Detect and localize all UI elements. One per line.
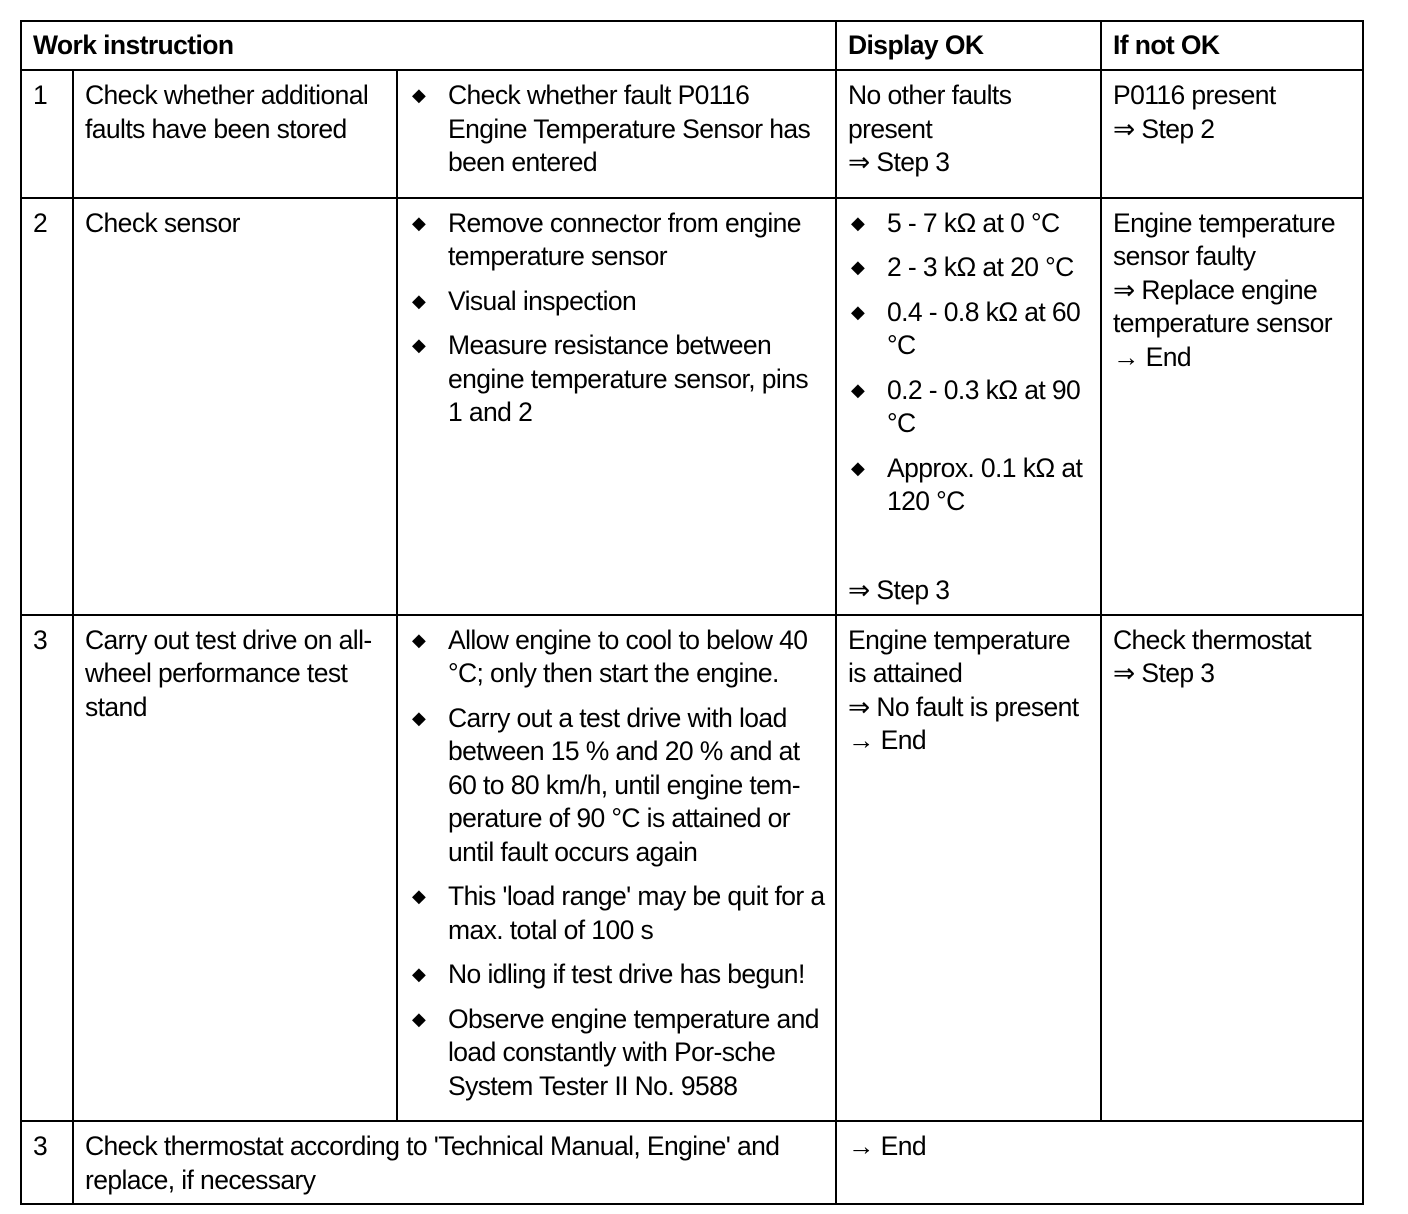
diamond-bullet-icon: ◆ (412, 212, 426, 233)
list-item (409, 1003, 825, 1104)
ok-next-step: ⇒ Step 3 (848, 575, 950, 605)
list-item (409, 207, 825, 274)
table-row (21, 615, 1363, 1122)
task-cell: Carry out test drive on all-wheel performance test stand (73, 615, 397, 1122)
procedure-text: Check whether fault P0116 Engine Temperature Sensor has been entered (448, 80, 811, 177)
ok-text: No other faults present (848, 80, 1012, 144)
ok-text: Engine temperature is attained (848, 624, 1070, 688)
diamond-bullet-icon: ◆ (851, 301, 865, 322)
list-item (409, 329, 825, 430)
not-ok-text: Engine temperature sensor faulty (1113, 207, 1335, 271)
task-cell: Check thermostat according to 'Technical Manual, Engine' and replace, if necessary (73, 1121, 836, 1204)
header-if-not-ok: If not OK (1101, 21, 1363, 70)
display-ok-cell (836, 615, 1101, 1122)
resistance-value: 5 - 7 kΩ at 0 °C (887, 207, 1060, 238)
procedure-cell (397, 70, 836, 198)
procedure-text: This 'load range' may be quit for a max. total of 100 s (448, 881, 825, 945)
procedure-text: Visual inspection (448, 285, 637, 316)
list-item (409, 958, 825, 992)
ok-next-step: → End (848, 725, 927, 755)
not-ok-next-step: ⇒ Step 3 (1113, 658, 1215, 688)
diamond-bullet-icon: ◆ (851, 379, 865, 400)
list-item (409, 702, 825, 870)
ok-next-step: → End (848, 1131, 927, 1161)
task-cell: Check whether additional faults have been stored (73, 70, 397, 198)
diamond-bullet-icon: ◆ (412, 629, 426, 650)
step-number: 3 (21, 1121, 73, 1204)
header-row (21, 21, 1363, 70)
not-ok-next-step: → End (1113, 341, 1192, 372)
ok-result: ⇒ No fault is present (848, 691, 1079, 722)
table-row (21, 70, 1363, 198)
step-number: 2 (21, 198, 73, 615)
not-ok-cell (1101, 615, 1363, 1122)
diamond-bullet-icon: ◆ (412, 1008, 426, 1029)
diamond-bullet-icon: ◆ (412, 886, 426, 906)
not-ok-text: P0116 present (1113, 80, 1276, 110)
list-item (848, 207, 1090, 241)
diamond-bullet-icon: ◆ (412, 335, 426, 355)
list-item (848, 296, 1090, 363)
diamond-bullet-icon: ◆ (412, 964, 426, 984)
procedure-text: Observe engine temperature and load constantly with Por-sche System Tester II No. 9588 (448, 1003, 819, 1101)
display-ok-cell (836, 1121, 1363, 1204)
work-instruction-table (20, 20, 1364, 1205)
list-item (409, 880, 825, 947)
list-item (409, 79, 825, 180)
not-ok-cell (1101, 70, 1363, 198)
diamond-bullet-icon: ◆ (851, 212, 865, 233)
procedure-text: Measure resistance between engine temperature sensor, pins 1 and 2 (448, 330, 808, 427)
table-row (21, 198, 1363, 615)
list-item (848, 374, 1090, 441)
page (20, 20, 1364, 1205)
not-ok-next-step: ⇒ Step 2 (1113, 113, 1215, 144)
step-number: 1 (21, 70, 73, 198)
step-number: 3 (21, 615, 73, 1122)
procedure-cell (397, 615, 836, 1122)
diamond-bullet-icon: ◆ (851, 457, 865, 478)
not-ok-cell (1101, 198, 1363, 615)
task-cell: Check sensor (73, 198, 397, 615)
display-ok-cell (836, 198, 1101, 615)
list-item (848, 251, 1090, 285)
not-ok-text: Check thermostat (1113, 624, 1312, 655)
procedure-text: No idling if test drive has begun! (448, 959, 805, 989)
ok-next-step: ⇒ Step 3 (848, 147, 950, 177)
diamond-bullet-icon: ◆ (851, 257, 865, 277)
procedure-cell (397, 198, 836, 615)
resistance-value: 2 - 3 kΩ at 20 °C (887, 252, 1074, 282)
resistance-value: 0.4 - 0.8 kΩ at 60 °C (887, 296, 1081, 360)
diamond-bullet-icon: ◆ (412, 290, 426, 311)
list-item (409, 624, 825, 691)
diamond-bullet-icon: ◆ (412, 707, 426, 728)
table-row (21, 1121, 1363, 1204)
not-ok-action: ⇒ Replace engine temperature sensor (1113, 274, 1332, 338)
header-display-ok: Display OK (836, 21, 1101, 70)
procedure-text: Allow engine to cool to below 40 °C; only then start the engine. (448, 624, 808, 688)
resistance-value: 0.2 - 0.3 kΩ at 90 °C (887, 374, 1081, 438)
resistance-value: Approx. 0.1 kΩ at 120 °C (887, 452, 1083, 516)
procedure-text: Remove connector from engine temperature sensor (448, 207, 801, 271)
list-item (409, 285, 825, 319)
diamond-bullet-icon: ◆ (412, 85, 426, 105)
procedure-text: Carry out a test drive with load between 15 % and 20 % and at 60 to 80 km/h, until engine tem-perature of 90 °C is attained or until fault occurs again (448, 702, 801, 867)
display-ok-cell (836, 70, 1101, 198)
header-work-instruction: Work instruction (21, 21, 836, 70)
list-item (848, 452, 1090, 519)
